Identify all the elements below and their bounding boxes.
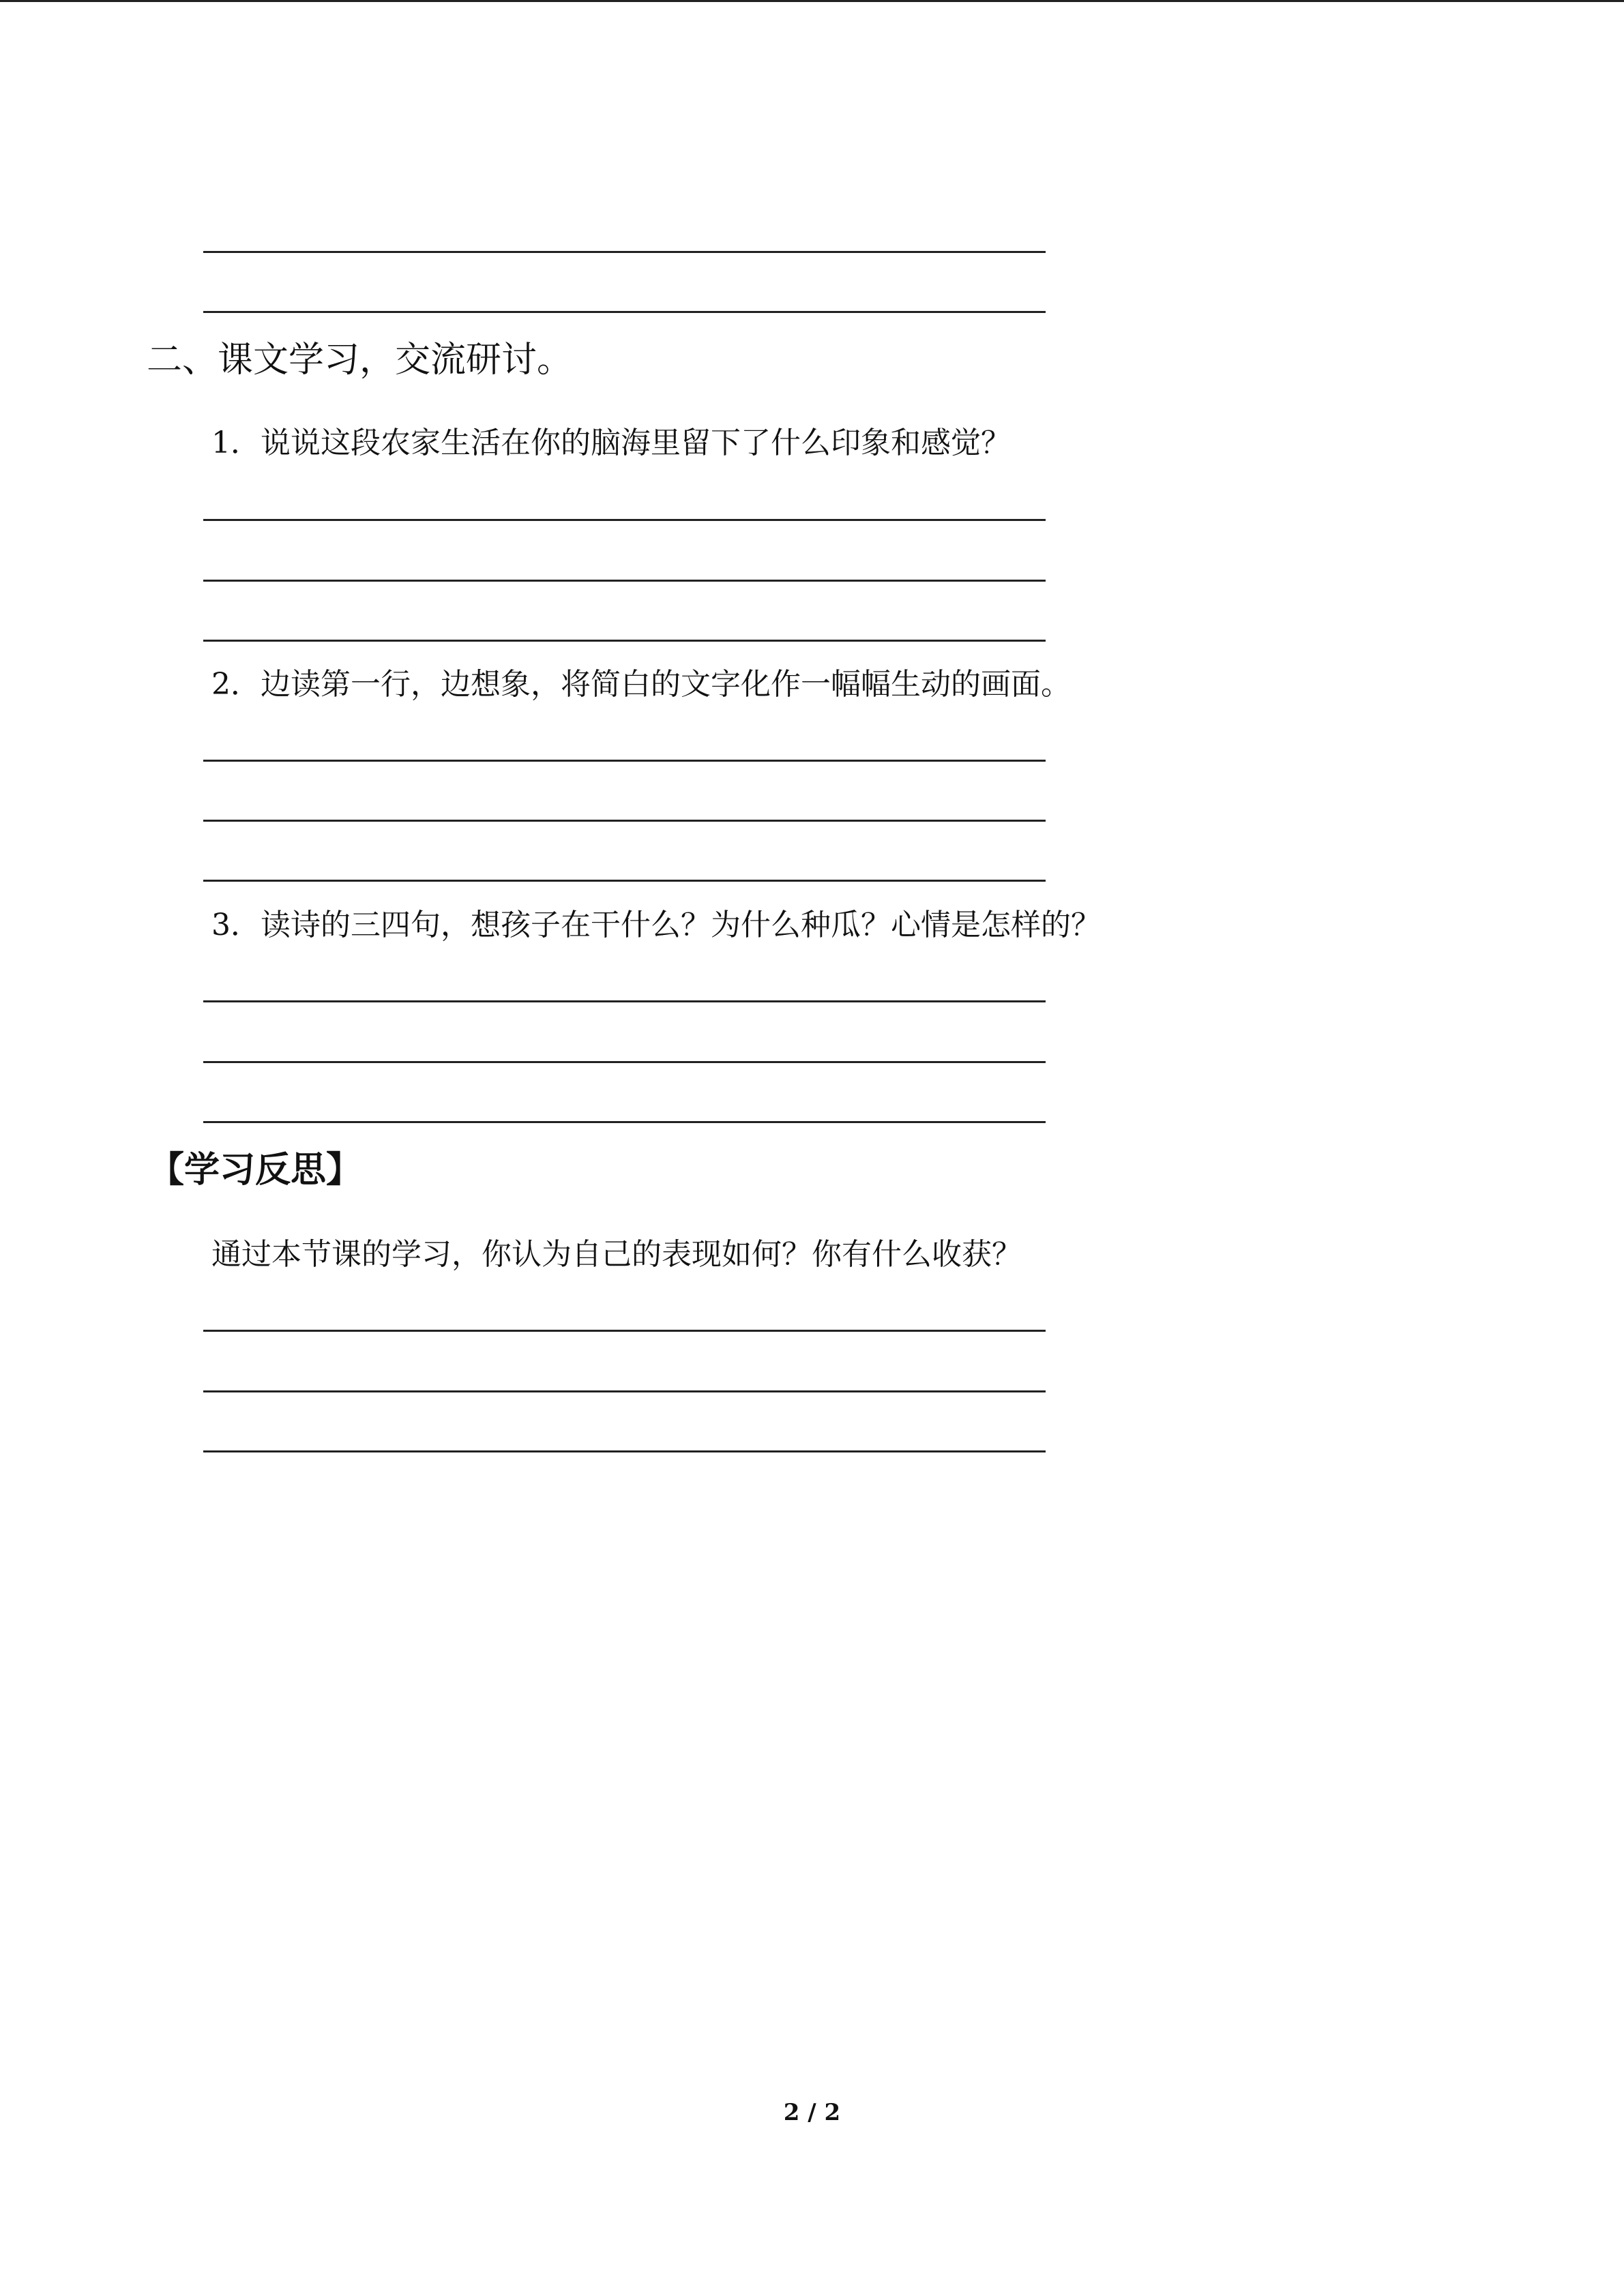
page-number: 2 / 2: [783, 2099, 841, 2126]
answer-line[interactable]: [203, 580, 1046, 582]
answer-line[interactable]: [203, 251, 1046, 253]
question-2: 2．边读第一行，边想象，将简白的文字化作一幅幅生动的画面。: [211, 667, 1071, 702]
question-1: 1．说说这段农家生活在你的脑海里留下了什么印象和感觉？: [211, 426, 1011, 460]
answer-line[interactable]: [203, 820, 1046, 822]
section-two-title: 二、课文学习，交流研讨。: [147, 340, 573, 381]
page-top-border: [0, 0, 1624, 2]
answer-line[interactable]: [203, 519, 1046, 521]
answer-line[interactable]: [203, 1330, 1046, 1332]
reflection-heading: 【学习反思】: [149, 1149, 362, 1191]
answer-line[interactable]: [203, 1450, 1046, 1452]
answer-line[interactable]: [203, 1121, 1046, 1123]
answer-line[interactable]: [203, 1000, 1046, 1002]
answer-line[interactable]: [203, 311, 1046, 313]
reflection-prompt: 通过本节课的学习，你认为自己的表现如何？你有什么收获？: [211, 1237, 1022, 1272]
question-3: 3．读诗的三四句，想孩子在干什么？为什么种瓜？心情是怎样的？: [211, 908, 1101, 942]
answer-line[interactable]: [203, 760, 1046, 762]
answer-line[interactable]: [203, 880, 1046, 882]
answer-line[interactable]: [203, 1061, 1046, 1063]
answer-line[interactable]: [203, 640, 1046, 642]
answer-line[interactable]: [203, 1390, 1046, 1392]
